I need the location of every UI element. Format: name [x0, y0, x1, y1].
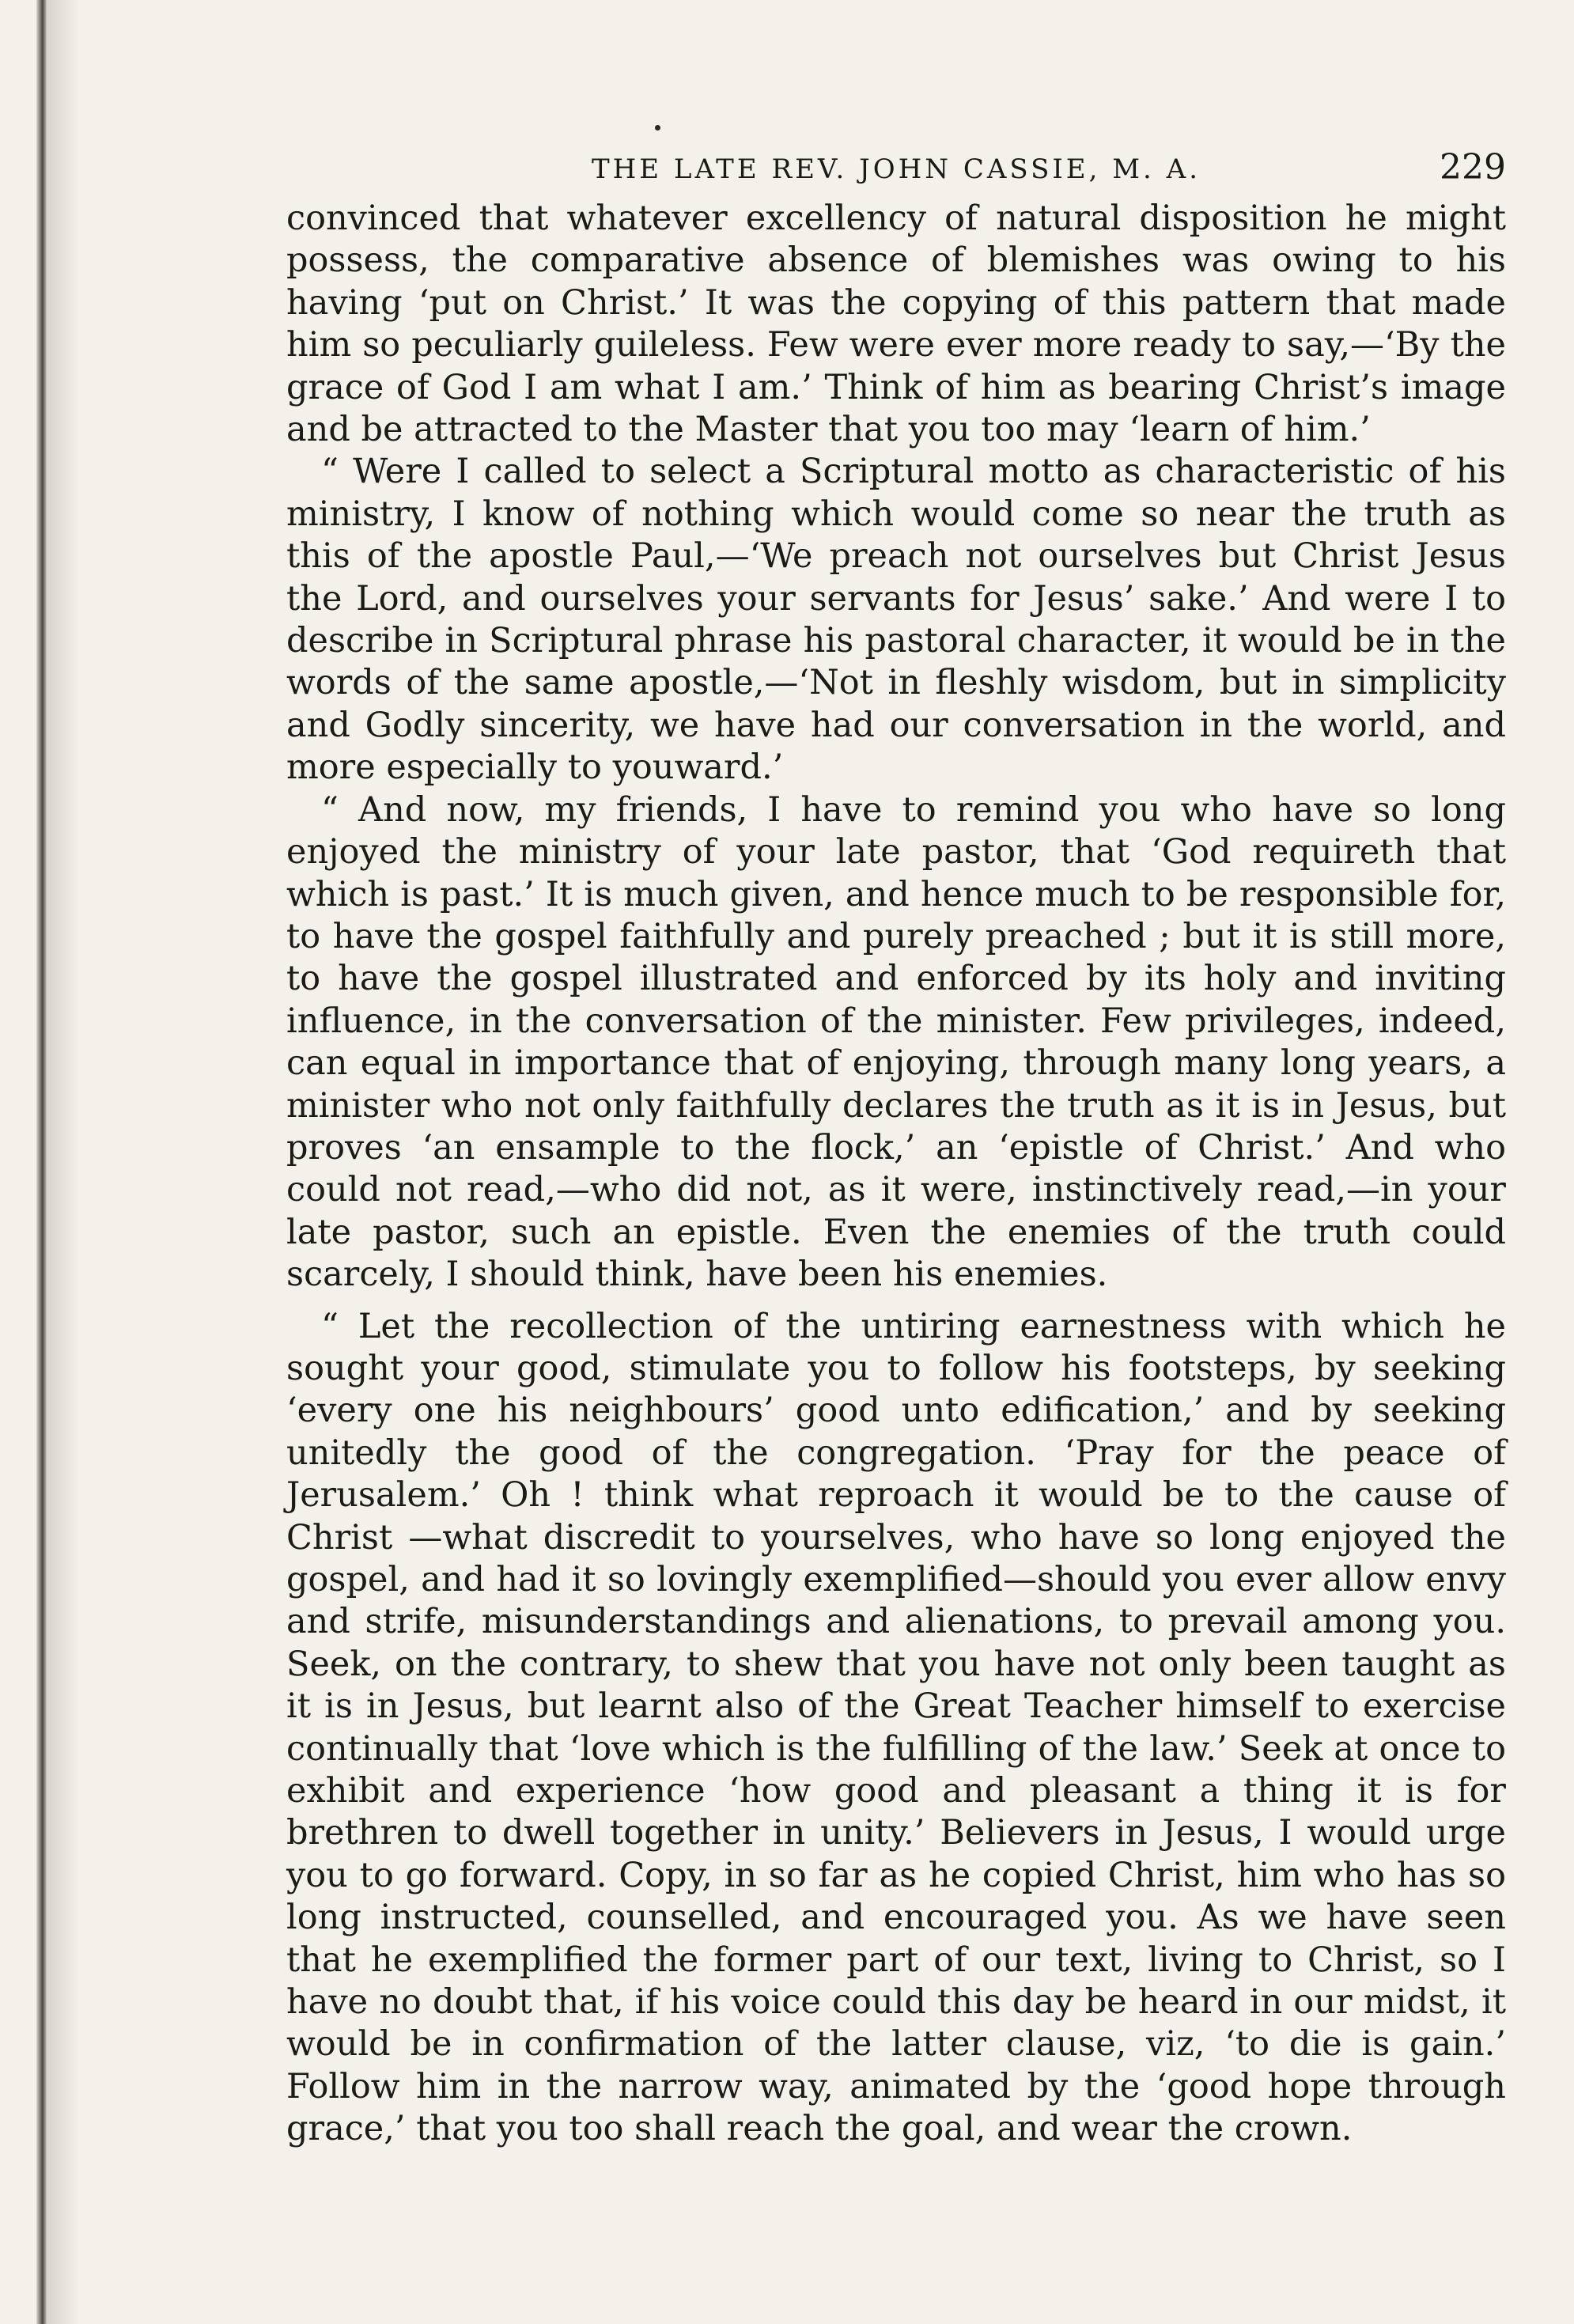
print-mark: [655, 125, 660, 131]
paragraph-2: “ Were I called to select a Scriptural motto as characteristic of his ministry, I know of nothing which would come so near the truth as this of the apostle Paul,—‘We preach not ourselves but Christ Jesus the Lord, and ourselves your servants for Jesus’ sake.’ And were I to describe in Scriptural phrase his pastoral character, it would be in the words of the same apostle,—‘Not in fleshly wisdom, but in simplicity and Godly sincerity, we have had our conversation in the world, and more especially to youward.’: [286, 452, 1506, 788]
page-number: 229: [1440, 147, 1506, 187]
paragraph-4: “ Let the recollection of the untiring earnestness with which he sought your good, stimulate you to follow his footsteps, by seeking ‘every one his neighbours’ good unto edification,’ and by seeking unitedly the good of the congregation. ‘Pray for the peace of Jerusalem.’ Oh ! think what reproach it would be to the cause of Christ —what discredit to yourselves, who have so long enjoyed the gospel, and had it so lovingly exemplified—should you ever allow envy and strife, misunderstandings and alienations, to prevail among you. Seek, on the contrary, to shew that you have not only been taught as it is in Jesus, but learnt also of the Great Teacher himself to exercise continually that ‘love which is the fulfilling of the law.’ Seek at once to exhibit and experience ‘how good and pleasant a thing it is for brethren to dwell together in unity.’ Believers in Jesus, I would urge you to go forward. Copy, in so far as he copied Christ, him who has so long instructed, counselled, and encouraged you. As we have seen that he exemplified the former part of our text, living to Christ, so I have no doubt that, if his voice could this day be heard in our midst, it would be in confirmation of the latter clause, viz, ‘to die is gain.’ Follow him in the narrow way, animated by the ‘good hope through grace,’ that you too shall reach the goal, and wear the crown.: [286, 1306, 1506, 2149]
paragraph-3: “ And now, my friends, I have to remind you who have so long enjoyed the ministry of your late pastor, that ‘God requireth that which is past.’ It is much given, and hence much to be responsible for, to have the gospel faithfully and purely preached ; but it is still more, to have the gospel illustrated and enforced by its holy and inviting influence, in the conversation of the minister. Few privileges, indeed, can equal in importance that of enjoying, through many long years, a minister who not only faithfully declares the truth as it is in Jesus, but proves ‘an ensample to the flock,’ an ‘epistle of Christ.’ And who could not read,—who did not, as it were, instinctively read,—in your late pastor, such an epistle. Even the enemies of the truth could scarcely, I should think, have been his enemies.: [286, 789, 1506, 1295]
paragraph-1: convinced that whatever excellency of natural disposition he might possess, the comparative absence of blemishes was owing to his having ‘put on Christ.’ It was the copying of this pattern that made him so peculiarly guileless. Few were ever more ready to say,—‘By the grace of God I am what I am.’ Think of him as bearing Christ’s image and be attracted to the Master that you too may ‘learn of him.’: [286, 199, 1506, 450]
page-header: [286, 142, 1506, 198]
running-title: THE LATE REV. JOHN CASSIE, M. A.: [591, 153, 1201, 185]
book-binding: [36, 0, 47, 2324]
binding-shadow: [47, 0, 79, 2324]
book-page: [286, 142, 1506, 2151]
body-text: [286, 198, 1506, 2151]
